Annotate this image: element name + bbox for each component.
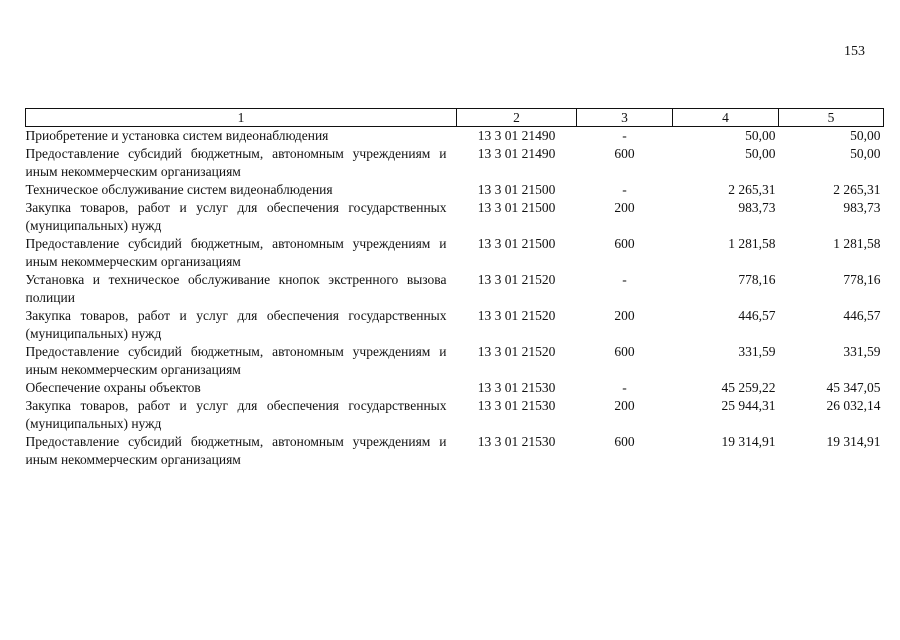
table-row [26,379,884,397]
row-code: 13 3 01 21530 [477,380,556,395]
row-value-5: 2 265,31 [833,182,881,197]
table-row [26,307,884,343]
row-expense-type: 200 [614,200,635,215]
budget-table [25,108,884,469]
table-row [26,397,884,433]
row-name: Предоставление субсидий бюджетным, автономным учреждениям и иным некоммерческим организациям [25,236,447,269]
row-code: 13 3 01 21530 [477,434,556,449]
row-name: Установка и техническое обслуживание кнопок экстренного вызова полиции [25,272,447,305]
row-value-5: 446,57 [843,308,881,323]
column-header-3: 3 [577,109,673,127]
table-row [26,181,884,199]
table-row [26,343,884,379]
table-row [26,235,884,271]
row-code: 13 3 01 21500 [477,236,556,251]
row-name: Предоставление субсидий бюджетным, автономным учреждениям и иным некоммерческим организациям [25,344,447,377]
row-code: 13 3 01 21490 [477,146,556,161]
row-expense-type: 600 [614,434,635,449]
row-expense-type: 600 [614,146,635,161]
row-value-4: 778,16 [738,272,776,287]
table-row [26,199,884,235]
row-value-4: 1 281,58 [728,236,776,251]
row-value-5: 50,00 [850,146,881,161]
row-name: Техническое обслуживание систем видеонаблюдения [25,182,333,197]
row-expense-type: 200 [614,308,635,323]
row-value-4: 331,59 [738,344,776,359]
row-value-5: 778,16 [843,272,881,287]
row-value-5: 1 281,58 [833,236,881,251]
row-name: Предоставление субсидий бюджетным, автономным учреждениям и иным некоммерческим организациям [25,146,447,179]
row-name: Закупка товаров, работ и услуг для обеспечения государственных (муниципальных) нужд [25,200,447,233]
row-value-5: 26 032,14 [826,398,881,413]
row-value-4: 45 259,22 [721,380,776,395]
column-header-2: 2 [457,109,577,127]
row-value-5: 45 347,05 [826,380,881,395]
row-expense-type: 600 [614,344,635,359]
page-number: 153 [844,44,865,59]
row-value-4: 19 314,91 [721,434,776,449]
row-name: Закупка товаров, работ и услуг для обеспечения государственных (муниципальных) нужд [25,398,447,431]
row-value-5: 19 314,91 [826,434,881,449]
row-expense-type: 200 [614,398,635,413]
row-code: 13 3 01 21500 [477,182,556,197]
row-code: 13 3 01 21520 [477,272,556,287]
row-expense-type: - [622,380,627,395]
row-code: 13 3 01 21520 [477,308,556,323]
row-value-4: 983,73 [738,200,776,215]
row-name: Предоставление субсидий бюджетным, автономным учреждениям и иным некоммерческим организациям [25,434,447,467]
row-expense-type: 600 [614,236,635,251]
table-row [26,271,884,307]
row-expense-type: - [622,128,627,143]
row-value-5: 983,73 [843,200,881,215]
row-expense-type: - [622,182,627,197]
row-value-5: 50,00 [850,128,881,143]
table-row [26,433,884,469]
table-row [26,127,884,146]
row-value-4: 25 944,31 [721,398,776,413]
row-code: 13 3 01 21490 [477,128,556,143]
row-code: 13 3 01 21520 [477,344,556,359]
row-value-5: 331,59 [843,344,881,359]
row-code: 13 3 01 21530 [477,398,556,413]
row-name: Приобретение и установка систем видеонаблюдения [25,128,329,143]
row-value-4: 446,57 [738,308,776,323]
row-code: 13 3 01 21500 [477,200,556,215]
table-row [26,145,884,181]
row-value-4: 50,00 [745,128,776,143]
column-header-1: 1 [26,109,457,127]
column-header-5: 5 [779,109,884,127]
row-name: Обеспечение охраны объектов [25,380,201,395]
row-name: Закупка товаров, работ и услуг для обеспечения государственных (муниципальных) нужд [25,308,447,341]
table-header-row [26,109,884,127]
column-header-4: 4 [673,109,779,127]
row-value-4: 50,00 [745,146,776,161]
row-value-4: 2 265,31 [728,182,776,197]
row-expense-type: - [622,272,627,287]
